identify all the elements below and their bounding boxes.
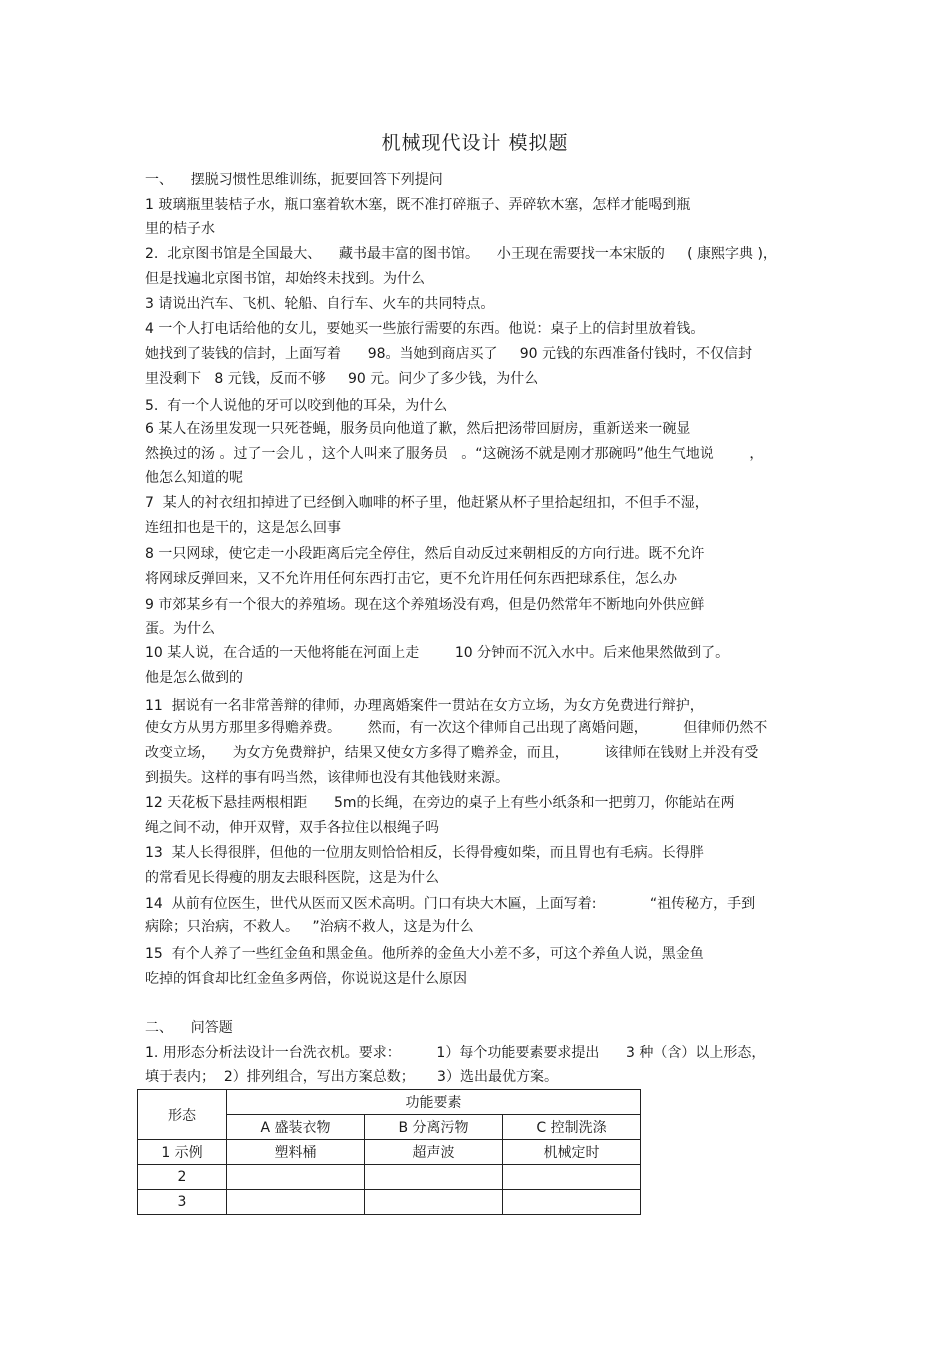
text-line: 14 从前有位医生，世代从医而又医术高明。门口有块大木匾，上面写着: “祖传秘方，手到	[145, 896, 756, 912]
row-label: 2	[138, 1165, 227, 1190]
section2-heading: 二、 问答题	[145, 1020, 233, 1036]
table-cell: 超声波	[365, 1140, 503, 1165]
text-line: 1. 用形态分析法设计一台洗衣机。要求： 1）每个功能要素要求提出 3 种（含）以上形态，	[145, 1045, 766, 1061]
text-line: 4 一个人打电话给他的女儿，要她买一些旅行需要的东西。他说：桌子上的信封里放着钱。	[145, 321, 705, 337]
table-row	[138, 1190, 641, 1215]
table-cell	[503, 1190, 641, 1215]
section1-heading: 一、 摆脱习惯性思维训练，扼要回答下列提问	[145, 172, 443, 188]
document-title: 机械现代设计 模拟题	[381, 132, 569, 154]
table-cell	[365, 1165, 503, 1190]
text-line: 使女方从男方那里多得赡养费。 然而，有一次这个律师自己出现了离婚问题， 但律师仍然不	[145, 720, 768, 736]
text-line: 的常看见长得瘦的朋友去眼科医院，这是为什么	[145, 870, 439, 886]
table-cell	[503, 1165, 641, 1190]
row-label: 3	[138, 1190, 227, 1215]
text-line: 6 某人在汤里发现一只死苍蝇，服务员向他道了歉，然后把汤带回厨房，重新送来一碗显	[145, 421, 691, 437]
text-line: 连纽扣也是干的，这是怎么回事	[145, 520, 341, 536]
text-line: 里的桔子水	[145, 221, 215, 237]
text-line: 10 某人说，在合适的一天他将能在河面上走 10 分钟而不沉入水中。后来他果然做到了。	[145, 645, 730, 661]
text-line: 13 某人长得很胖，但他的一位朋友则恰恰相反，长得骨瘦如柴，而且胃也有毛病。长得胖	[145, 845, 704, 861]
text-line: 吃掉的饵食却比红金鱼多两倍，你说说这是什么原因	[145, 971, 467, 987]
text-line: 9 市郊某乡有一个很大的养殖场。现在这个养殖场没有鸡，但是仍然常年不断地向外供应鲜	[145, 597, 705, 613]
text-line: 然换过的汤 。过了一会儿 ，这个人叫来了服务员 。“这碗汤不就是刚才那碗吗”他生气地说 ，	[145, 446, 764, 462]
table-cell	[227, 1190, 365, 1215]
text-line: 7 某人的衬衣纽扣掉进了已经倒入咖啡的杯子里，他赶紧从杯子里拾起纽扣，不但手不湿，	[145, 495, 709, 511]
table-cell: 塑料桶	[227, 1140, 365, 1165]
header-form: 形态	[138, 1090, 227, 1140]
text-line: 绳之间不动，伸开双臂，双手各拉住以根绳子吗	[145, 820, 439, 836]
text-line: 11 据说有一名非常善辩的律师，办理离婚案件一贯站在女方立场，为女方免费进行辩护，	[145, 698, 704, 714]
text-line: 里没剩下 8 元钱，反而不够 90 元。问少了多少钱，为什么	[145, 371, 539, 387]
table-cell	[227, 1165, 365, 1190]
row-label: 1 示例	[138, 1140, 227, 1165]
text-line: 5. 有一个人说他的牙可以咬到他的耳朵，为什么	[145, 398, 448, 414]
text-line: 8 一只网球，使它走一小段距离后完全停住，然后自动反过来朝相反的方向行进。既不允许	[145, 546, 705, 562]
table-row	[138, 1165, 641, 1190]
text-line: 病除；只治病，不救人。 ”治病不救人，这是为什么	[145, 919, 474, 935]
text-line: 3 请说出汽车、飞机、轮船、自行车、火车的共同特点。	[145, 296, 495, 312]
text-line: 蛋。为什么	[145, 621, 215, 637]
text-line: 他怎么知道的呢	[145, 470, 243, 486]
header-col-b: B 分离污物	[365, 1115, 503, 1140]
table-cell: 机械定时	[503, 1140, 641, 1165]
table-cell	[365, 1190, 503, 1215]
text-line: 15 有个人养了一些红金鱼和黑金鱼。他所养的金鱼大小差不多，可这个养鱼人说，黑金鱼	[145, 946, 704, 962]
text-line: 她找到了装钱的信封，上面写着 98。当她到商店买了 90 元钱的东西准备付钱时，不仅信封	[145, 346, 753, 362]
text-line: 12 天花板下悬挂两根相距 5m的长绳，在旁边的桌子上有些小纸条和一把剪刀，你能站在两	[145, 795, 735, 811]
text-line: 但是找遍北京图书馆，却始终未找到。为什么	[145, 271, 425, 287]
header-col-c: C 控制洗涤	[503, 1115, 641, 1140]
text-line: 他是怎么做到的	[145, 670, 243, 686]
text-line: 改变立场， 为女方免费辩护，结果又使女方多得了赡养金，而且， 该律师在钱财上并没有受	[145, 745, 759, 761]
text-line: 2. 北京图书馆是全国最大、 藏书最丰富的图书馆。 小王现在需要找一本宋版的 ( 康熙字典 )，	[145, 246, 777, 262]
table-row	[138, 1140, 641, 1165]
text-line: 填于表内； 2）排列组合，写出方案总数； 3）选出最优方案。	[145, 1069, 558, 1085]
header-function-elements: 功能要素	[227, 1090, 641, 1115]
text-line: 1 玻璃瓶里装桔子水，瓶口塞着软木塞，既不准打碎瓶子、弄碎软木塞，怎样才能喝到瓶	[145, 197, 691, 213]
morphology-table	[137, 1089, 641, 1215]
text-line: 到损失。这样的事有吗当然，该律师也没有其他钱财来源。	[145, 770, 509, 786]
header-col-a: A 盛装衣物	[227, 1115, 365, 1140]
text-line: 将网球反弹回来，又不允许用任何东西打击它，更不允许用任何东西把球系住，怎么办	[145, 571, 677, 587]
